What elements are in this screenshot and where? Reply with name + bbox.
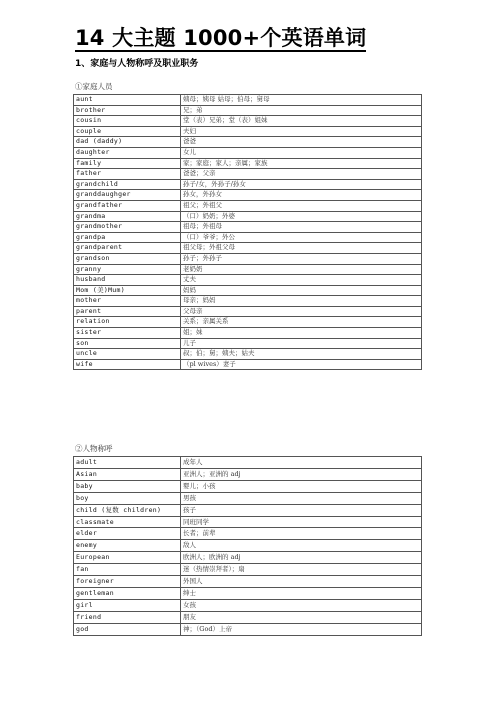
table-row xyxy=(74,116,422,127)
chinese-meaning-cell: 女儿 xyxy=(181,147,422,158)
english-word-cell: grandfather xyxy=(74,200,181,211)
table-row xyxy=(74,468,422,480)
english-word-cell: father xyxy=(74,169,181,180)
table-row xyxy=(74,492,422,504)
chinese-meaning-cell: 夫妇 xyxy=(181,126,422,137)
chinese-meaning-cell: 祖母；外祖母 xyxy=(181,222,422,233)
english-word-cell: cousin xyxy=(74,116,181,127)
english-word-cell: couple xyxy=(74,126,181,137)
chinese-meaning-cell: 儿子 xyxy=(181,338,422,349)
english-word-cell: mother xyxy=(74,296,181,307)
chinese-meaning-cell: 姐；妹 xyxy=(181,328,422,339)
chinese-meaning-cell: 迷（热情崇拜者）；扇 xyxy=(181,564,422,576)
table-row xyxy=(74,296,422,307)
table-row xyxy=(74,285,422,296)
english-word-cell: aunt xyxy=(74,95,181,106)
chinese-meaning-cell: 姨母；姨母 姑母；伯母；舅母 xyxy=(181,95,422,106)
chinese-meaning-cell: 婴儿；小孩 xyxy=(181,480,422,492)
table-row xyxy=(74,126,422,137)
table-row xyxy=(74,105,422,116)
english-word-cell: sister xyxy=(74,328,181,339)
chinese-meaning-cell: 丈夫 xyxy=(181,275,422,286)
chinese-meaning-cell: （口）奶奶；外婆 xyxy=(181,211,422,222)
table-row xyxy=(74,137,422,148)
chinese-meaning-cell: 成年人 xyxy=(181,457,422,469)
table-row xyxy=(74,232,422,243)
document-title: 14 大主题 1000+个英语单词 xyxy=(75,26,367,50)
english-word-cell: family xyxy=(74,158,181,169)
chinese-meaning-cell: 欧洲人；欧洲的 adj xyxy=(181,552,422,564)
english-word-cell: enemy xyxy=(74,540,181,552)
table-row xyxy=(74,623,422,635)
english-word-cell: husband xyxy=(74,275,181,286)
subsection-label-people: ②人物称呼 xyxy=(75,444,113,453)
chinese-meaning-cell: 外国人 xyxy=(181,576,422,588)
vocab-table-body xyxy=(74,95,422,370)
chinese-meaning-cell: 长者；前辈 xyxy=(181,528,422,540)
english-word-cell: granny xyxy=(74,264,181,275)
table-row xyxy=(74,587,422,599)
chinese-meaning-cell: 祖父；外祖父 xyxy=(181,200,422,211)
english-word-cell: baby xyxy=(74,480,181,492)
chinese-meaning-cell: 叔；伯；舅；姨夫；姑夫 xyxy=(181,349,422,360)
chinese-meaning-cell: 堂（表）兄弟；堂（表）姐妹 xyxy=(181,116,422,127)
table-row xyxy=(74,95,422,106)
english-word-cell: adult xyxy=(74,457,181,469)
table-row xyxy=(74,243,422,254)
english-word-cell: grandchild xyxy=(74,179,181,190)
table-row xyxy=(74,222,422,233)
english-word-cell: fan xyxy=(74,564,181,576)
chinese-meaning-cell: 神；（God）上帝 xyxy=(181,623,422,635)
table-row xyxy=(74,599,422,611)
table-row xyxy=(74,253,422,264)
vocab-table-people xyxy=(73,456,422,636)
chinese-meaning-cell: 爸爸；父亲 xyxy=(181,169,422,180)
chinese-meaning-cell: 孙女，外孙女 xyxy=(181,190,422,201)
english-word-cell: friend xyxy=(74,611,181,623)
english-word-cell: Mom (美)Mum) xyxy=(74,285,181,296)
table-row xyxy=(74,211,422,222)
chinese-meaning-cell: 家；家庭；家人；亲属；家族 xyxy=(181,158,422,169)
english-word-cell: child (复数 children) xyxy=(74,504,181,516)
english-word-cell: son xyxy=(74,338,181,349)
table-row xyxy=(74,359,422,370)
chinese-meaning-cell: 同班同学 xyxy=(181,516,422,528)
chinese-meaning-cell: 关系；亲属关系 xyxy=(181,317,422,328)
section-heading: 1、家庭与人物称呼及职业职务 xyxy=(75,59,199,69)
english-word-cell: grandpa xyxy=(74,232,181,243)
english-word-cell: grandmother xyxy=(74,222,181,233)
table-row xyxy=(74,611,422,623)
chinese-meaning-cell: 亚洲人；亚洲的 adj xyxy=(181,468,422,480)
english-word-cell: uncle xyxy=(74,349,181,360)
table-row xyxy=(74,564,422,576)
table-row xyxy=(74,528,422,540)
english-word-cell: girl xyxy=(74,599,181,611)
english-word-cell: dad (daddy) xyxy=(74,137,181,148)
subsection-label-family: ①家庭人员 xyxy=(75,82,113,91)
table-row xyxy=(74,147,422,158)
table-row xyxy=(74,349,422,360)
table-row xyxy=(74,338,422,349)
english-word-cell: European xyxy=(74,552,181,564)
chinese-meaning-cell: 孙子/女，外孙子/孙女 xyxy=(181,179,422,190)
chinese-meaning-cell: 朋友 xyxy=(181,611,422,623)
table-row xyxy=(74,576,422,588)
vocab-table-family xyxy=(73,94,422,370)
english-word-cell: classmate xyxy=(74,516,181,528)
table-row xyxy=(74,540,422,552)
table-row xyxy=(74,306,422,317)
table-row xyxy=(74,457,422,469)
english-word-cell: foreigner xyxy=(74,576,181,588)
chinese-meaning-cell: 孙子；外孙子 xyxy=(181,253,422,264)
table-row xyxy=(74,169,422,180)
chinese-meaning-cell: 男孩 xyxy=(181,492,422,504)
english-word-cell: wife xyxy=(74,359,181,370)
english-word-cell: boy xyxy=(74,492,181,504)
english-word-cell: grandson xyxy=(74,253,181,264)
english-word-cell: daughter xyxy=(74,147,181,158)
english-word-cell: relation xyxy=(74,317,181,328)
chinese-meaning-cell: 祖父母；外祖父母 xyxy=(181,243,422,254)
table-row xyxy=(74,317,422,328)
table-row xyxy=(74,480,422,492)
table-row xyxy=(74,264,422,275)
english-word-cell: brother xyxy=(74,105,181,116)
english-word-cell: god xyxy=(74,623,181,635)
chinese-meaning-cell: 兄；弟 xyxy=(181,105,422,116)
table-row xyxy=(74,190,422,201)
chinese-meaning-cell: 老奶奶 xyxy=(181,264,422,275)
table-row xyxy=(74,179,422,190)
english-word-cell: grandparent xyxy=(74,243,181,254)
english-word-cell: granddaughger xyxy=(74,190,181,201)
chinese-meaning-cell: 孩子 xyxy=(181,504,422,516)
table-row xyxy=(74,158,422,169)
table-row xyxy=(74,328,422,339)
chinese-meaning-cell: 妈妈 xyxy=(181,285,422,296)
chinese-meaning-cell: 爸爸 xyxy=(181,137,422,148)
english-word-cell: parent xyxy=(74,306,181,317)
english-word-cell: gentleman xyxy=(74,587,181,599)
chinese-meaning-cell: 绅士 xyxy=(181,587,422,599)
table-row xyxy=(74,504,422,516)
table-row xyxy=(74,275,422,286)
chinese-meaning-cell: 女孩 xyxy=(181,599,422,611)
table-row xyxy=(74,516,422,528)
english-word-cell: Asian xyxy=(74,468,181,480)
table-row xyxy=(74,200,422,211)
chinese-meaning-cell: 敌人 xyxy=(181,540,422,552)
chinese-meaning-cell: （口）爷爷；外公 xyxy=(181,232,422,243)
vocab-table-body xyxy=(74,457,422,636)
chinese-meaning-cell: 父母亲 xyxy=(181,306,422,317)
chinese-meaning-cell: 母亲；妈妈 xyxy=(181,296,422,307)
table-row xyxy=(74,552,422,564)
english-word-cell: elder xyxy=(74,528,181,540)
english-word-cell: grandma xyxy=(74,211,181,222)
chinese-meaning-cell: （pl wives）妻子 xyxy=(181,359,422,370)
